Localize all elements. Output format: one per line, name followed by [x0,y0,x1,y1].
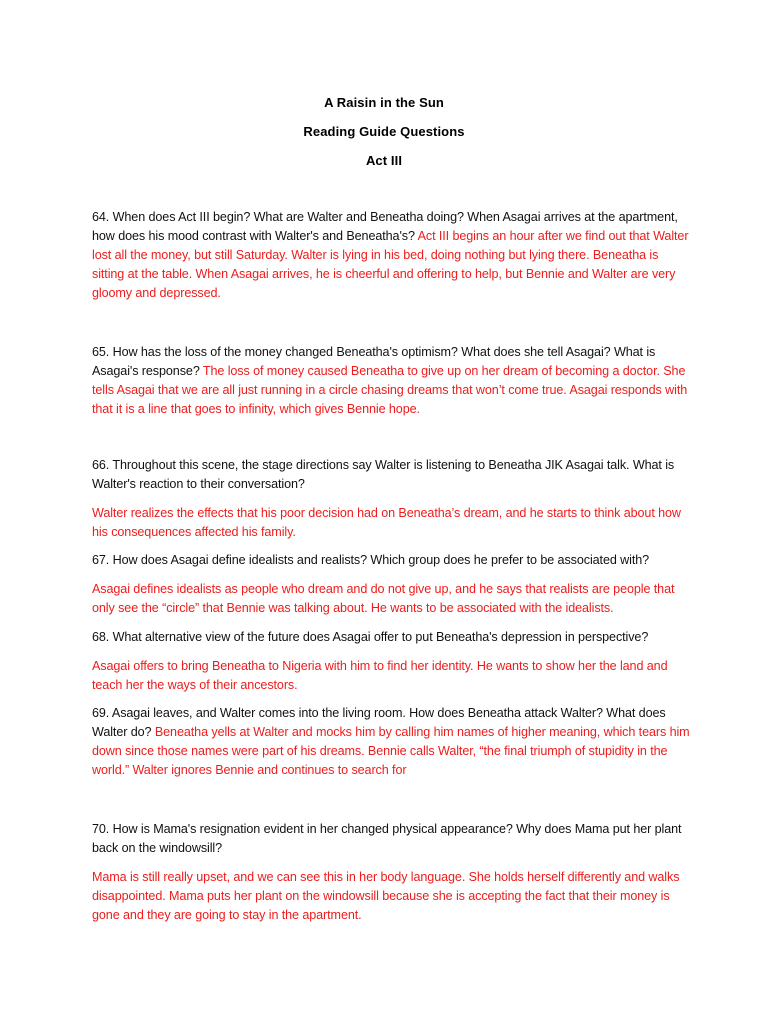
document-subtitle: Reading Guide Questions [303,124,465,139]
question-text-70: 70. How is Mama's resignation evident in her changed physical appearance? Why does Mama put her plant back on the windowsill? [92,822,682,855]
question-text-66: 66. Throughout this scene, the stage directions say Walter is listening to Beneatha JIK Asagai talk. What is Walter's reaction to their conversation? [92,458,675,491]
question-text: 69. Asagai leaves, and Walter comes into the living room. How does Beneatha attack Walter? What does Walter do? [92,706,666,739]
answer-text-68: Asagai offers to bring Beneatha to Nigeria with him to find her identity. He wants to show her the land and teach her the ways of their ancestors. [92,659,668,692]
question-block-69 [92,704,692,780]
answer-text: Beneatha yells at Walter and mocks him by calling him names of higher meaning, which tears him down since those names were part of his dreams. Bennie calls Walter, “the final triumph of stupidity in the world.” Walter ignores Bennie and continues to search for [92,725,690,777]
document-act-label: Act III [365,153,403,168]
question-block-65 [92,343,692,419]
answer-text: The loss of money caused Beneatha to give up on her dream of becoming a doctor. She tells Asagai that we are all just running in a circle chasing dreams that won’t come true. Asagai responds with that it is a line that goes to infinity, which gives Bennie hope. [92,364,688,416]
question-text-67: 67. How does Asagai define idealists and realists? Which group does he prefer to be associated with? [92,553,650,567]
question-text-68: 68. What alternative view of the future does Asagai offer to put Beneatha's depression in perspective? [92,630,649,644]
answer-text-70: Mama is still really upset, and we can see this in her body language. She holds herself differently and walks disappointed. Mama puts her plant on the windowsill because she is accepting the fact that their money is gone and they are going to stay in the apartment. [92,870,680,922]
answer-text: Act III begins an hour after we find out that Walter lost all the money, but still Saturday. Walter is lying in his bed, doing nothing but lying there. Beneatha is sitting at the table. When Asagai arrives, he is cheerful and offering to help, but Bennie and Walter are very gloomy and depressed. [92,229,689,300]
answer-text-66: Walter realizes the effects that his poor decision had on Beneatha’s dream, and he starts to think about how his consequences affected his family. [92,506,681,539]
question-text: 64. When does Act III begin? What are Walter and Beneatha doing? When Asagai arrives at the apartment, how does his mood contrast with Walter's and Beneatha's? [92,210,678,243]
document-title: A Raisin in the Sun [324,95,444,110]
question-text: 65. How has the loss of the money changed Beneatha's optimism? What does she tell Asagai? What is Asagai's response? [92,345,656,378]
question-block-64 [92,208,692,303]
answer-text-67: Asagai defines idealists as people who dream and do not give up, and he says that realists are people that only see the “circle” that Bennie was talking about. He wants to be associated with the idealists. [92,582,675,615]
